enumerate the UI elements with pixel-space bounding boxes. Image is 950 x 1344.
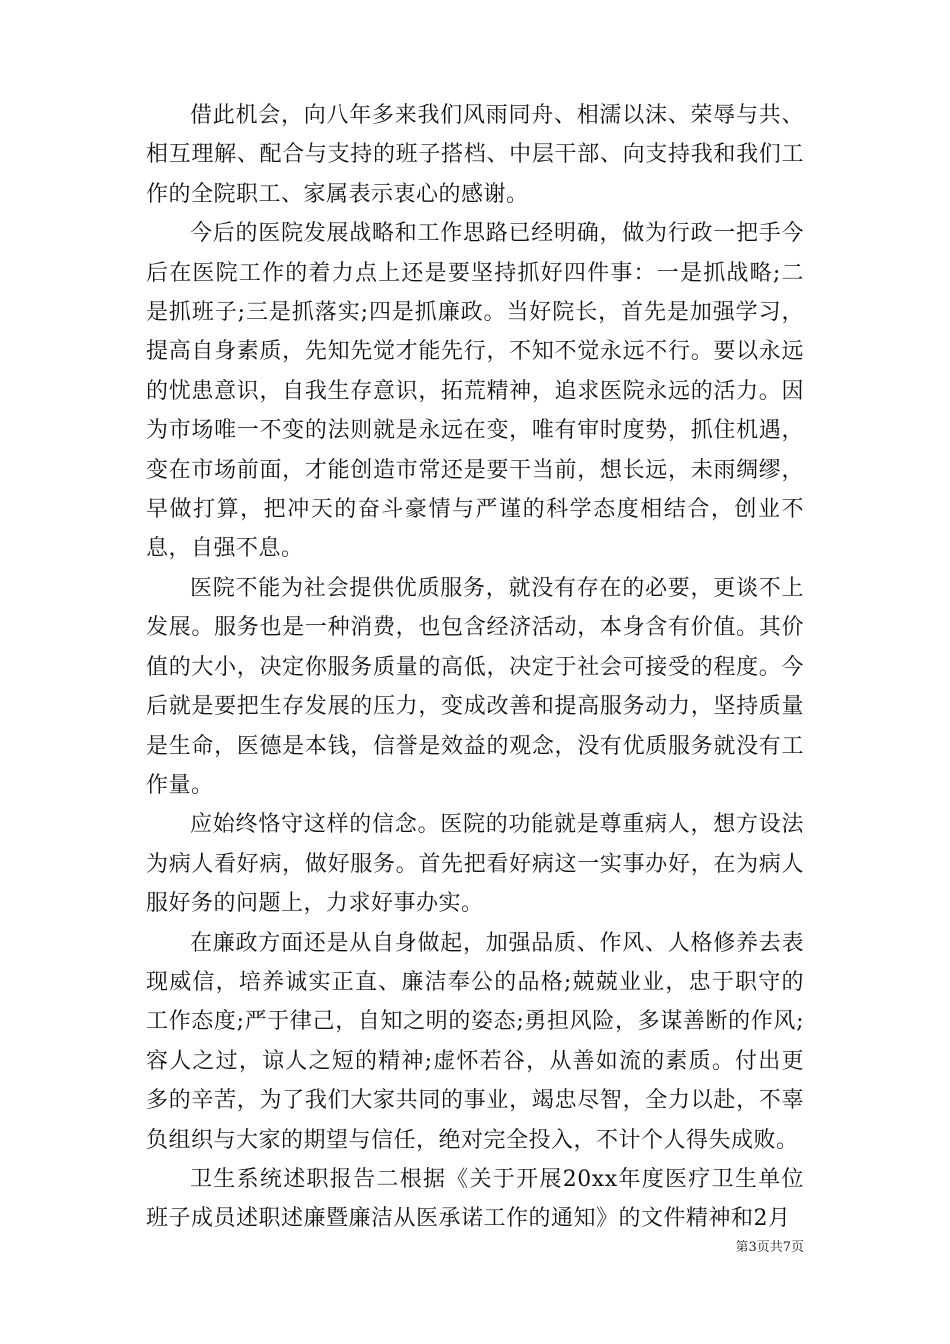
paragraph-belief: 应始终恪守这样的信念。医院的功能就是尊重病人，想方设法为病人看好病，做好服务。首先把看好病这一实事办好，在为病人服好务的问题上，力求好事办实。 — [146, 812, 804, 917]
paragraph-service: 医院不能为社会提供优质服务，就没有存在的必要，更谈不上发展。服务也是一种消费，也包含经济活动，本身含有价值。其价值的大小，决定你服务质量的高低，决定于社会可接受的程度。今后就是要把生存发展的压力，变成改善和提高服务动力，坚持质量是生命，医德是本钱，信誉是效益的观念，没有优质服务就没有工作量。 — [146, 575, 804, 798]
paragraph-report-two: 卫生系统述职报告二根据《关于开展20xx年度医疗卫生单位班子成员述职述廉暨廉洁从医承诺工作的通知》的文件精神和2月 — [146, 1166, 804, 1232]
document-body — [146, 96, 804, 1239]
page-number: 第3页共7页 — [735, 1240, 804, 1255]
paragraph-integrity: 在廉政方面还是从自身做起，加强品质、作风、人格修养去表现威信，培养诚实正直、廉洁奉公的品格;兢兢业业，忠于职守的工作态度;严于律己，自知之明的姿态;勇担风险，多谋善断的作风;容人之过，谅人之短的精神;虚怀若谷，从善如流的素质。付出更多的辛苦，为了我们大家共同的事业，竭忠尽智，全力以赴，不辜负组织与大家的期望与信任，绝对完全投入，不计个人得失成败。 — [146, 930, 804, 1153]
paragraph-thanks: 借此机会，向八年多来我们风雨同舟、相濡以沫、荣辱与共、相互理解、配合与支持的班子搭档、中层干部、向支持我和我们工作的全院职工、家属表示衷心的感谢。 — [146, 103, 804, 207]
paragraph-strategy: 今后的医院发展战略和工作思路已经明确，做为行政一把手今后在医院工作的着力点上还是要坚持抓好四件事：一是抓战略;二是抓班子;三是抓落实;四是抓廉政。当好院长，首先是加强学习，提高自身素质，先知先觉才能先行，不知不觉永远不行。要以永远的忧患意识，自我生存意识，拓荒精神，追求医院永远的活力。因为市场唯一不变的法则就是永远在变，唯有审时度势，抓住机遇，变在市场前面，才能创造市常还是要干当前，想长远，未雨绸缪，早做打算，把冲天的奋斗豪情与严谨的科学态度相结合，创业不息，自强不息。 — [146, 221, 804, 562]
